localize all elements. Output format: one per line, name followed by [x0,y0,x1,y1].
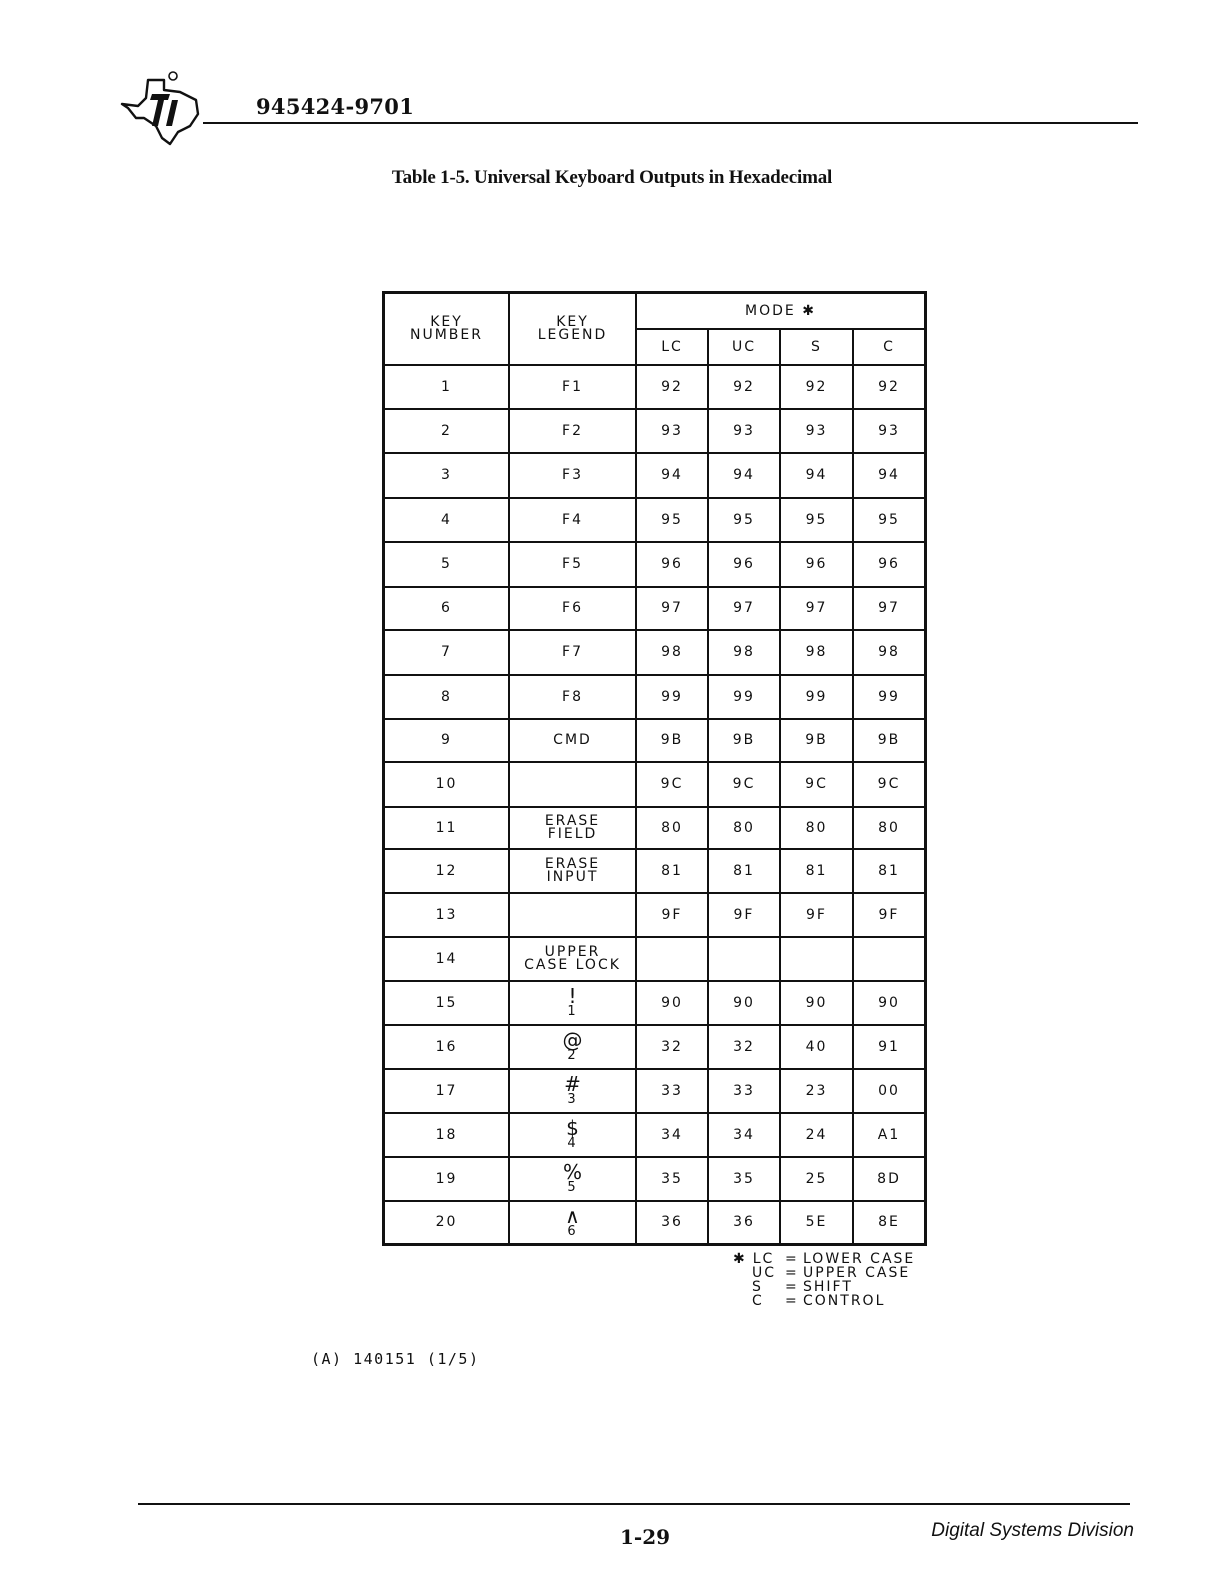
hex-value-c: 93 [854,410,924,454]
key-legend-cell [510,1202,637,1243]
key-legend-cell [510,499,637,543]
col-header-key-number-line2: NUMBER [410,327,483,343]
hex-value-uc: 9C [709,763,781,808]
hex-value-lc: 9F [637,894,709,938]
key-legend-line2: 1 [567,1004,578,1019]
footnote-abbr-text: S [752,1279,763,1295]
hex-value-s: 80 [781,808,854,850]
hex-value-uc: 95 [709,499,781,543]
key-legend-cell [510,763,637,808]
key-legend-cell [510,676,637,720]
hex-value-s: 40 [781,1026,854,1070]
footnote-row [733,1294,915,1308]
hex-value-c: 95 [854,499,924,543]
hex-value-s: 94 [781,454,854,499]
hex-value-uc: 9F [709,894,781,938]
footnote-meaning: SHIFT [803,1279,853,1295]
key-number-cell: 7 [385,631,510,676]
key-legend-text: F3 [562,467,583,483]
footnote-abbr [733,1252,785,1266]
footnote-meaning: LOWER CASE [803,1251,916,1267]
hex-value-s: 96 [781,543,854,588]
key-number-cell: 17 [385,1070,510,1114]
hex-value-c: 97 [854,588,924,631]
hex-value-uc: 36 [709,1202,781,1243]
key-legend-cell [510,631,637,676]
hex-value-lc: 95 [637,499,709,543]
hex-value-c: 8D [854,1158,924,1202]
footnote-abbr-text: LC [752,1251,775,1267]
key-legend-cell [510,543,637,588]
footer-rule [138,1503,1130,1505]
hex-value-uc: 33 [709,1070,781,1114]
key-legend-text: F4 [562,511,583,528]
footnote-row [733,1280,915,1294]
hex-value-s: 9B [781,720,854,763]
hex-value-uc: 92 [709,366,781,410]
hex-value-s: 25 [781,1158,854,1202]
key-legend-cell [510,588,637,631]
hex-value-s: 81 [781,850,854,894]
hex-value-uc: 94 [709,454,781,499]
hex-value-uc: 35 [709,1158,781,1202]
header-rule [203,122,1138,124]
key-number-cell: 8 [385,676,510,720]
hex-value-s: 93 [781,410,854,454]
hex-value-c: A1 [854,1114,924,1158]
key-legend-cell [510,938,637,982]
footnote-abbr [733,1266,785,1280]
key-legend-cell [510,454,637,499]
key-legend-line2: 2 [567,1048,578,1063]
document-number: 945424-9701 [256,94,415,119]
key-legend-text: CMD [553,732,592,748]
table-title: Table 1-5. Universal Keyboard Outputs in Hexadecimal [391,167,833,188]
key-legend-cell [510,720,637,763]
hex-value-uc: 97 [709,588,781,631]
hex-value-uc: 93 [709,410,781,454]
key-legend-line2: 4 [567,1136,578,1151]
hex-value-c: 98 [854,631,924,676]
hex-value-lc: 80 [637,808,709,850]
hex-value-s [781,938,854,982]
hex-value-uc: 9B [709,720,781,763]
hex-value-lc: 98 [637,631,709,676]
hex-value-s: 95 [781,499,854,543]
figure-reference: (A) 140151 (1/5) [311,1350,480,1368]
key-number-cell: 18 [385,1114,510,1158]
col-header-mode-lc: LC [637,330,709,366]
hex-value-uc: 80 [709,808,781,850]
hex-value-s: 90 [781,982,854,1026]
footnote-abbr-text: C [752,1293,764,1309]
key-legend-cell [510,1158,637,1202]
hex-value-lc: 9C [637,763,709,808]
hex-value-c: 92 [854,366,924,410]
hex-value-c: 00 [854,1070,924,1114]
hex-value-s: 98 [781,631,854,676]
hex-value-lc: 35 [637,1158,709,1202]
key-legend-line2: 6 [567,1223,578,1239]
hex-value-c: 91 [854,1026,924,1070]
key-legend-line1: UPPER [544,944,601,960]
key-number-cell: 9 [385,720,510,763]
key-legend-text: F5 [562,556,583,572]
key-legend-text: F1 [562,378,583,395]
footnote-row [733,1252,915,1266]
hex-value-s: 24 [781,1114,854,1158]
page-number: 1-29 [620,1525,671,1549]
hex-value-lc: 36 [637,1202,709,1243]
footnote-abbr [733,1294,785,1308]
texas-instruments-logo-icon [118,68,204,148]
hex-value-c: 9F [854,894,924,938]
key-legend-line2: CASE LOCK [524,957,621,973]
key-legend-line1: $ [566,1116,579,1140]
col-header-mode-uc: UC [709,330,781,366]
key-legend-line2: FIELD [547,826,598,842]
col-header-key-number [385,294,510,366]
key-legend-line1: % [562,1160,582,1184]
hex-value-c: 9B [854,720,924,763]
hex-value-uc: 32 [709,1026,781,1070]
hex-value-c: 96 [854,543,924,588]
hex-value-c: 9C [854,763,924,808]
footnote-equals: = [785,1279,799,1295]
key-number-cell: 12 [385,850,510,894]
key-legend-cell [510,1070,637,1114]
key-number-cell: 4 [385,499,510,543]
key-number-cell: 6 [385,588,510,631]
hex-value-uc: 98 [709,631,781,676]
col-header-mode: MODE ✱ [637,294,924,330]
hex-value-s: 5E [781,1202,854,1243]
hex-value-lc: 9B [637,720,709,763]
hex-value-lc: 32 [637,1026,709,1070]
col-header-key-legend [510,294,637,366]
hex-value-lc: 93 [637,410,709,454]
hex-value-lc: 33 [637,1070,709,1114]
key-number-cell: 19 [385,1158,510,1202]
hex-value-lc: 94 [637,454,709,499]
key-legend-line1: # [564,1072,581,1096]
hex-value-lc: 92 [637,366,709,410]
col-header-key-legend-line2: LEGEND [537,327,608,343]
footnote-equals: = [785,1293,799,1309]
key-number-cell: 16 [385,1026,510,1070]
key-legend-cell [510,1114,637,1158]
footnote-equals: = [785,1251,799,1267]
key-legend-cell [510,982,637,1026]
hex-value-s: 97 [781,588,854,631]
key-legend-line2: 3 [567,1092,578,1107]
hex-value-lc: 97 [637,588,709,631]
key-legend-cell [510,808,637,850]
key-legend-cell [510,894,637,938]
key-legend-cell [510,1026,637,1070]
key-legend-cell [510,410,637,454]
hex-value-lc [637,938,709,982]
key-number-cell: 3 [385,454,510,499]
hex-value-s: 99 [781,676,854,720]
hex-value-s: 9C [781,763,854,808]
hex-value-uc [709,938,781,982]
key-legend-text: F8 [562,688,583,705]
hex-value-c: 99 [854,676,924,720]
key-legend-line1: ERASE [544,813,601,829]
hex-value-lc: 90 [637,982,709,1026]
key-legend-line1: ! [568,984,577,1008]
hex-value-c: 81 [854,850,924,894]
key-legend-line2: INPUT [546,869,599,885]
hex-value-uc: 96 [709,543,781,588]
hex-value-s: 9F [781,894,854,938]
col-header-mode-c: C [854,330,924,366]
hex-value-c: 94 [854,454,924,499]
key-legend-line1: ERASE [544,856,601,872]
footnote-abbr [733,1280,785,1294]
hex-value-uc: 81 [709,850,781,894]
key-legend-line2: 5 [567,1180,578,1195]
footnote-abbr-text: UC [752,1265,777,1281]
hex-value-s: 23 [781,1070,854,1114]
hex-value-s: 92 [781,366,854,410]
key-number-cell: 2 [385,410,510,454]
col-header-key-number-line1: KEY [430,314,463,330]
hex-value-lc: 81 [637,850,709,894]
hex-value-c: 90 [854,982,924,1026]
hex-value-lc: 96 [637,543,709,588]
hex-value-lc: 34 [637,1114,709,1158]
hex-value-c: 80 [854,808,924,850]
key-number-cell: 10 [385,763,510,808]
hex-value-uc: 90 [709,982,781,1026]
key-number-cell: 15 [385,982,510,1026]
key-legend-text: F2 [562,422,583,439]
footnote-equals: = [785,1265,799,1281]
footnote-row [733,1266,915,1280]
hex-value-c: 8E [878,1214,900,1230]
footnote-meaning: UPPER CASE [803,1265,911,1281]
key-number-cell: 20 [385,1202,510,1243]
mode-footnote [733,1252,915,1308]
division-name: Digital Systems Division [931,1520,1134,1541]
hex-value-c [854,938,924,982]
keyboard-output-table [382,291,927,1246]
hex-value-uc: 99 [709,676,781,720]
key-number-cell: 13 [385,894,510,938]
col-header-key-legend-line1: KEY [556,314,589,330]
key-legend-cell [510,366,637,410]
col-header-mode-s: S [781,330,854,366]
hex-value-lc: 99 [637,676,709,720]
key-legend-text: F7 [562,644,583,660]
hex-value-uc: 34 [709,1114,781,1158]
key-number-cell: 11 [385,808,510,850]
key-number-cell: 14 [385,938,510,982]
footnote-meaning: CONTROL [803,1293,886,1309]
key-number-cell: 5 [385,543,510,588]
key-legend-cell [510,850,637,894]
key-legend-line1: ∧ [565,1203,580,1228]
key-legend-line1: @ [562,1028,583,1052]
key-legend-text: F6 [562,600,583,616]
key-number-cell: 1 [385,366,510,410]
footnote-mark: ✱ [733,1251,747,1267]
